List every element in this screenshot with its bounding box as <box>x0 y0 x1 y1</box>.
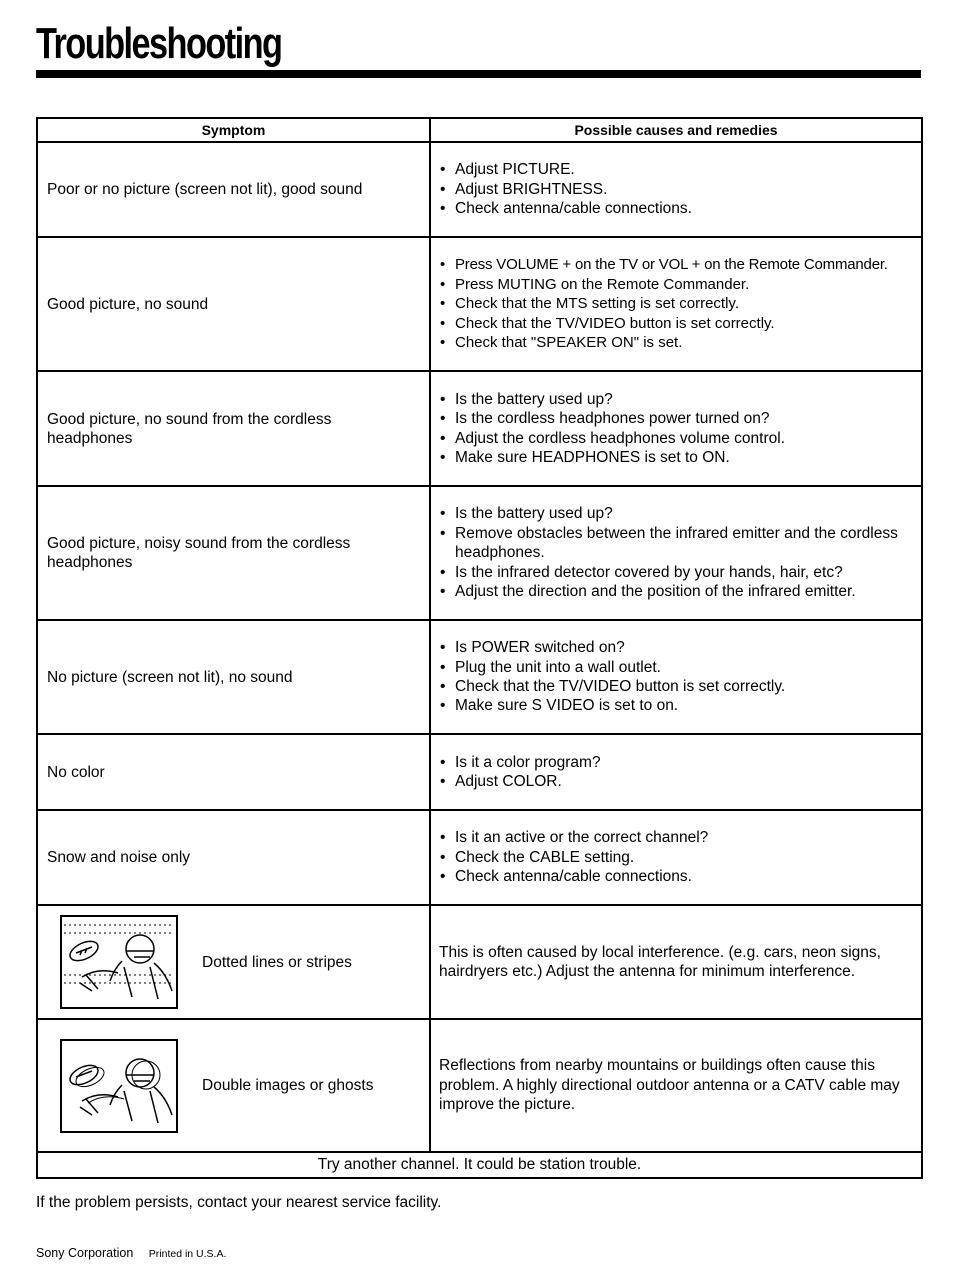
remedy-item: • Remove obstacles between the infrared emitter and the cordless headphones. <box>439 524 917 563</box>
symptom-header: Symptom <box>37 118 430 142</box>
remedy-item: • Make sure HEADPHONES is set to ON. <box>439 448 917 467</box>
remedies-cell: This is often caused by local interference. (e.g. cars, neon signs, hairdryers etc.) Adjust the antenna for minimum interference. <box>430 905 922 1019</box>
remedies-cell <box>430 486 922 620</box>
symptom-cell: No picture (screen not lit), no sound <box>37 620 430 734</box>
remedies-cell <box>430 237 922 371</box>
symptom-cell: Snow and noise only <box>37 810 430 905</box>
table-footer-note: Try another channel. It could be station trouble. <box>37 1152 922 1178</box>
remedy-item: • Adjust BRIGHTNESS. <box>439 180 917 199</box>
remedy-item: • Check antenna/cable connections. <box>439 867 917 886</box>
remedy-item: • Check the CABLE setting. <box>439 848 917 867</box>
table-row <box>37 1019 922 1152</box>
title-rule <box>36 70 921 78</box>
table-row <box>37 142 922 237</box>
symptom-label: Dotted lines or stripes <box>202 953 352 971</box>
symptom-cell: No color <box>37 734 430 810</box>
remedy-item: • Is it a color program? <box>439 753 917 772</box>
symptom-cell: Good picture, no sound from the cordless headphones <box>37 371 430 486</box>
symptom-cell: Good picture, no sound <box>37 237 430 371</box>
table-row <box>37 810 922 905</box>
remedy-item: • Plug the unit into a wall outlet. <box>439 658 917 677</box>
table-row <box>37 371 922 486</box>
remedy-item: • Adjust the direction and the position of the infrared emitter. <box>439 582 917 601</box>
company-name: Sony Corporation <box>36 1246 134 1260</box>
table-header-row <box>37 118 922 142</box>
remedy-item: • Check that the MTS setting is set correctly. <box>439 294 917 313</box>
symptom-cell: Poor or no picture (screen not lit), good sound <box>37 142 430 237</box>
remedy-item: • Is POWER switched on? <box>439 638 917 657</box>
table-footer-row <box>37 1152 922 1178</box>
remedies-header: Possible causes and remedies <box>430 118 922 142</box>
remedies-cell <box>430 371 922 486</box>
remedy-item: • Adjust COLOR. <box>439 772 917 791</box>
football-player-dotted-lines-icon <box>60 915 178 1009</box>
remedy-item: • Check antenna/cable connections. <box>439 199 917 218</box>
remedy-item: • Press VOLUME + on the TV or VOL + on the Remote Commander. <box>439 255 917 274</box>
symptom-cell <box>37 1019 430 1152</box>
symptom-cell: Good picture, noisy sound from the cordless headphones <box>37 486 430 620</box>
football-player-ghost-image-icon <box>60 1039 178 1133</box>
troubleshooting-table <box>36 117 923 1179</box>
table-row <box>37 905 922 1019</box>
table-row <box>37 620 922 734</box>
remedy-item: • Is the cordless headphones power turned on? <box>439 409 917 428</box>
symptom-label: Double images or ghosts <box>202 1077 374 1094</box>
table-row <box>37 486 922 620</box>
persists-note: If the problem persists, contact your nearest service facility. <box>36 1194 442 1211</box>
remedy-item: • Adjust PICTURE. <box>439 160 917 179</box>
remedies-cell <box>430 620 922 734</box>
remedy-item: • Press MUTING on the Remote Commander. <box>439 275 917 294</box>
page-footer <box>36 1246 226 1260</box>
remedy-item: • Is the battery used up? <box>439 504 917 523</box>
remedy-item: • Check that the TV/VIDEO button is set correctly. <box>439 314 917 333</box>
table-row <box>37 237 922 371</box>
remedies-cell <box>430 734 922 810</box>
symptom-cell <box>37 905 430 1019</box>
remedies-cell: Reflections from nearby mountains or buildings often cause this problem. A highly directional outdoor antenna or a CATV cable may improve the picture. <box>430 1019 922 1152</box>
table-row <box>37 734 922 810</box>
remedy-item: • Is the battery used up? <box>439 390 917 409</box>
remedy-item: • Check that "SPEAKER ON" is set. <box>439 333 917 352</box>
remedy-item: • Make sure S VIDEO is set to on. <box>439 696 917 715</box>
remedies-cell <box>430 810 922 905</box>
page-title: Troubleshooting <box>36 19 282 68</box>
printed-note: Printed in U.S.A. <box>148 1248 227 1260</box>
remedy-item: • Check that the TV/VIDEO button is set correctly. <box>439 677 917 696</box>
remedies-cell <box>430 142 922 237</box>
remedy-item: • Is the infrared detector covered by your hands, hair, etc? <box>439 563 917 582</box>
remedy-item: • Adjust the cordless headphones volume control. <box>439 429 917 448</box>
remedy-item: • Is it an active or the correct channel? <box>439 828 917 847</box>
